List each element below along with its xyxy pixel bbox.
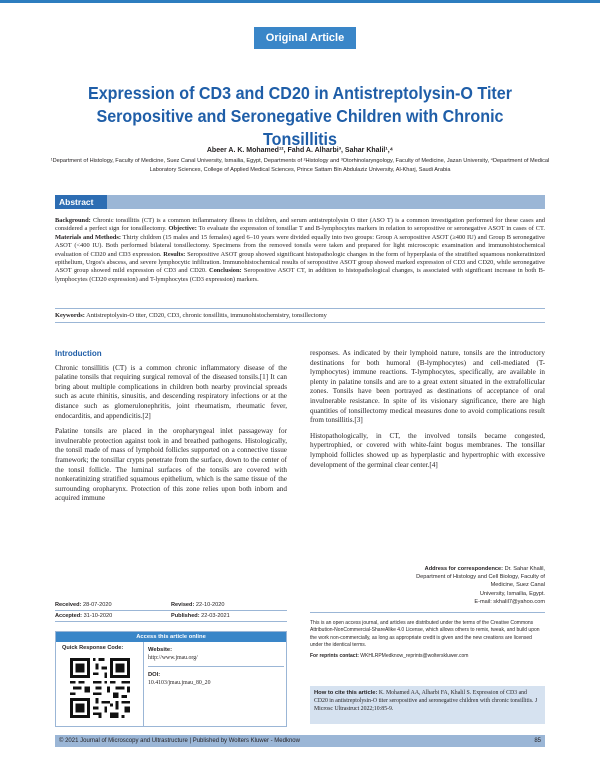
correspondence-name: Dr. Sahar Khalil, xyxy=(503,566,545,572)
qr-code-icon[interactable] xyxy=(70,658,130,718)
article-title xyxy=(61,82,539,151)
correspondence-line-1: Department of Histology and Cell Biology, Faculty of Medicine, Suez Canal xyxy=(416,574,545,589)
abstract-methods: Thirty children (15 males and 15 females) aged 6–10 years were divided equally into two groups: Group A seropositive ASOT (≥400 IU) and Group B seronegative ASOT (<400 IU). Both performed bilateral tonsillectomy. Specimens from the removed tonsils were taken and prepared for light microscopic examination and immunohistochemical evaluation of CD20 and CD3 expression. xyxy=(55,233,545,258)
doi-block xyxy=(148,671,284,687)
correspondence-label: Address for correspondence: xyxy=(424,566,504,572)
correspondence-line-2: University, Ismailia, Egypt. xyxy=(479,590,545,597)
article-type-badge: Original Article xyxy=(254,27,356,49)
published-label: Published: xyxy=(171,613,200,619)
keywords-label: Keywords: xyxy=(55,312,85,319)
reprints-label: For reprints contact: xyxy=(310,652,359,659)
received-date: 28-07-2020 xyxy=(81,602,112,608)
title-line-2: Seropositive and Seronegative Children with Chronic Tonsillitis xyxy=(96,106,504,149)
correspondence xyxy=(410,565,545,606)
abstract-conclusion-label: Conclusion: xyxy=(206,267,242,275)
keywords-divider xyxy=(55,322,545,323)
banner-stripe xyxy=(0,0,600,3)
correspondence-email[interactable]: E-mail: skhalil7@yahoo.com xyxy=(474,598,545,605)
abstract-results: Seropositive ASOT group showed significant histopathologic changes in the form of hyperplasia of the stratified squamous nonkeratinized epithelium, Urgos's abscess, and severe lymphocytic infiltration. Immunohistochemical results of seropositive ASOT group showed marked expression of CD3 and CD20, while seronegative ASOT group showed mild expression of CD3 and CD20. xyxy=(55,250,545,275)
website-block xyxy=(148,646,284,667)
dates-table xyxy=(55,600,287,622)
doi-link[interactable]: 10.4103/jmau.jmau_80_20 xyxy=(148,680,211,686)
abstract-objective: To evaluate the expression of tonsillar T and B-lymphocytes markers in relation to seropositive or seronegative ASOT in cases of CT. xyxy=(196,225,545,233)
published-date: 22-03-2021 xyxy=(199,613,230,619)
abstract-background-label: Background: xyxy=(55,217,91,224)
right-column xyxy=(310,349,545,476)
dates-row xyxy=(55,611,287,622)
authors: Abeer A. K. Mohamed¹², Fahd A. Alharbi³, Sahar Khalil¹,⁴ xyxy=(206,147,394,154)
dates-row xyxy=(55,600,287,611)
accepted-label: Accepted: xyxy=(55,613,83,619)
footer-copyright: © 2021 Journal of Microscopy and Ultrastructure | Published by Wolters Kluwer - Medknow xyxy=(59,738,300,744)
left-column xyxy=(55,349,287,510)
cite-text: K. Mohamed AA, Alharbi FA, Khalil S. Expression of CD3 and CD20 in antistreptolysin-O titer seropositive and seronegative children with chronic tonsillitis. J Microsc Ultrastruct 2022;10:85-9. xyxy=(314,690,538,712)
accepted-date: 31-10-2020 xyxy=(82,613,113,619)
revised-label: Revised: xyxy=(171,602,195,608)
abstract-objective-label: Objective: xyxy=(166,225,197,233)
cite-label: How to cite this article: xyxy=(314,690,378,696)
affiliations: ¹Department of Histology, Faculty of Medicine, Suez Canal University, Ismailia, Egypt, Departments of ²Histology and ³Otorhinolaryngology, Faculty of Medicine, Jazan University, ⁴Department of Medical Laboratory Sciences, College of Applied Medical Sciences, Prince Sattam Bin Abdulaziz University, Al-Kharj, Saudi Arabia xyxy=(50,158,550,173)
intro-paragraph-2: Palatine tonsils are placed in the oropharyngeal inlet passageway for invulnerable protection against took in and breathed pathogens. Histologically, the tonsil made of mass of lymphoid follicles supported on a connective tissue framework; the tonsillar crypts penetrate from the surface, down to the center of the tonsil follicle. The luminal surfaces of the tonsils are covered with nonkeratinizing stratified squamous epithelium, which is the same tissue of the surrounding oropharynx. Protection of this zone relies upon both inborn and acquired immune xyxy=(55,427,287,503)
title-line-1: Expression of CD3 and CD20 in Antistreptolysin-O Titer xyxy=(87,83,513,103)
keywords-text: Antistreptolysin-O titer, CD20, CD3, chronic tonsillitis, immunohistochemistry, tonsillectomy xyxy=(84,312,327,319)
introduction-heading: Introduction xyxy=(55,349,102,358)
abstract-methods-label: Materials and Methods: xyxy=(55,233,121,241)
page-number: 85 xyxy=(534,738,541,744)
abstract-header-bar xyxy=(55,195,545,209)
page-footer xyxy=(55,735,545,747)
keywords xyxy=(55,312,545,320)
reprints-email[interactable]: WKHLRPMedknow_reprints@wolterskluwer.com xyxy=(358,652,469,659)
abstract-divider xyxy=(55,308,545,309)
top-banner xyxy=(0,0,600,22)
intro-paragraph-1: Chronic tonsillitis (CT) is a common chronic inflammatory disease of the palatine tonsils that requiring surgical removal of the diseased tonsils.[1] It can bring about multiple complications in children both nearby provincial spreads such as acute rhinitis, sinusitis, and descending respiratory infections or at the distance such as glomerulonephritis, joint rheumatism, rheumatic fever, endocarditis, and appendicitis.[2] xyxy=(55,363,287,420)
abstract-results-label: Results: xyxy=(161,250,186,258)
doi-label: DOI: xyxy=(148,672,161,678)
revised-date: 22-10-2020 xyxy=(194,602,225,608)
qr-label: Quick Response Code: xyxy=(62,645,124,651)
intro-paragraph-3: responses. As indicated by their lymphoid nature, tonsils are the introductory destinations for both humoral (B-lymphocytes) and cell-mediated (T-lymphocytes) immune reactions. T-lymphocytes, specifically, are available in plenty in palatine tonsils and are to a great extent situated in the extrafollicular zones. Tonsils have been portrayed as destinations of acceptance of oral invulnerable resistance. In spite of its visionary significance, there are high quantities of tonsillectomy medical measures done to avoid complications result from tonsillitis.[3] xyxy=(310,349,545,425)
citation-box xyxy=(310,686,545,724)
abstract-body xyxy=(55,217,545,284)
license-notice xyxy=(310,620,545,660)
qr-panel xyxy=(56,642,144,726)
abstract-heading: Abstract xyxy=(55,195,107,209)
access-heading: Access this article online xyxy=(56,632,286,642)
website-link[interactable]: http://www.jmau.org/ xyxy=(148,655,198,661)
abstract-background: Chronic tonsillitis (CT) is a common inflammatory illness in children, and serum antistreptolysin O titer (ASO T) is a common investigation performed for these cases and considered a perfect sign for tonsillectomy. xyxy=(55,217,545,233)
abstract-conclusion: Seropositive ASOT CT, in addition to histopathological changes, is associated with significant increase in both B-lymphocytes (CD20 expression) and T-lymphocytes (CD3 expression) markers. xyxy=(55,267,546,283)
access-details xyxy=(148,646,284,687)
received-label: Received: xyxy=(55,602,82,608)
website-label: Website: xyxy=(148,647,173,653)
license-text: This is an open access journal, and articles are distributed under the terms of the Creative Commons Attribution-NonCommercial-ShareAlike 4.0 License, which allows others to remix, tweak, and build upon the work non-commercially, as long as appropriate credit is given and the new creations are licensed under the identical terms. xyxy=(310,620,540,649)
correspondence-divider xyxy=(310,612,545,613)
intro-paragraph-4: Histopathologically, in CT, the involved tonsils became congested, hypertrophied, or covered with white-faint bogus membranes. The tonsillar lymphoid follicles showed up as hyperplastic and hypertrophic with excessive development of the germinal clear center.[4] xyxy=(310,431,545,469)
access-online-box xyxy=(55,631,287,727)
